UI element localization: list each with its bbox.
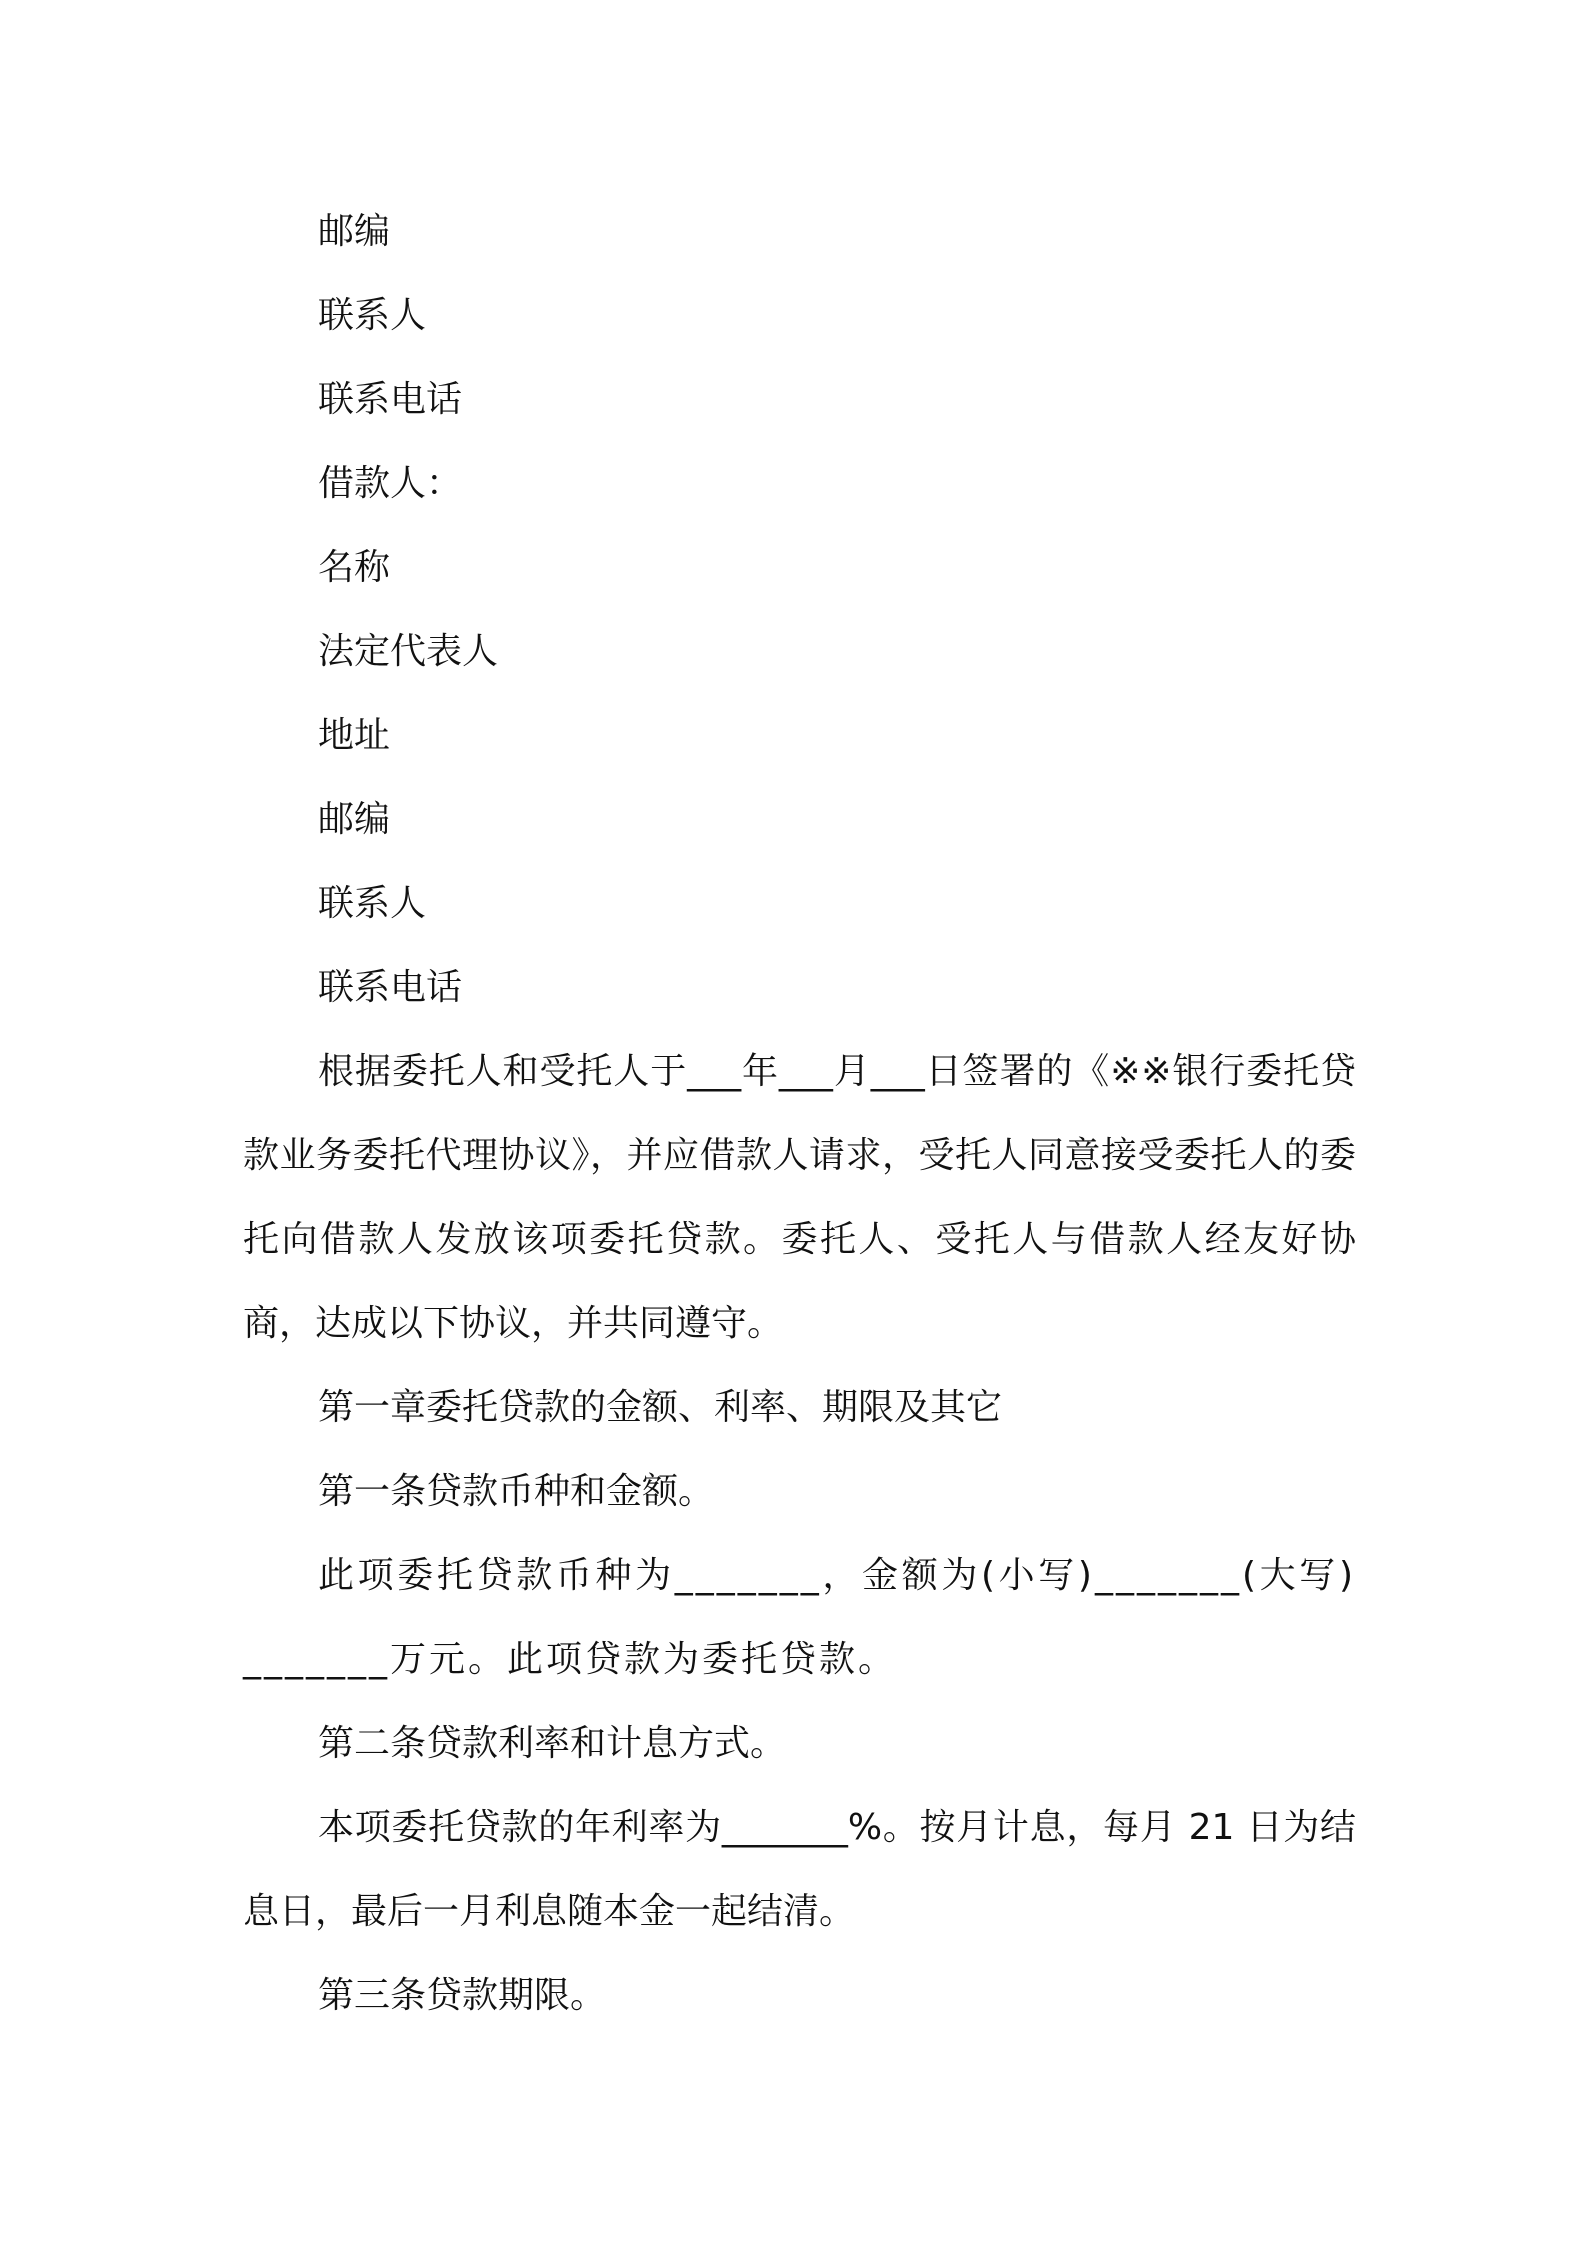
contact-phone-label: 联系电话 [318,967,463,1008]
article-two-title: 第二条贷款利率和计息方式。 [318,1723,787,1764]
contact-person-label: 联系人 [318,883,427,924]
name-label: 名称 [318,547,391,588]
preamble-paragraph: 根据委托人和受托人于___年___月___日签署的《※※银行委托贷款业务委托代理协议》，并应借款人请求，受托人同意接受委托人的委托向借款人发放该项委托贷款。委托人、受托人与借款人经友好协商，达成以下协议，并共同遵守。 [243,1051,1356,1344]
chapter-one-heading: 第一章委托贷款的金额、利率、期限及其它 [318,1387,1003,1428]
address-label: 地址 [318,715,391,756]
legal-representative-label: 法定代表人 [318,631,499,672]
article-three-title: 第三条贷款期限。 [318,1975,607,2016]
article-one-body: 此项委托贷款币种为_______，金额为(小写)_______(大写)_______万元。此项贷款为委托贷款。 [243,1555,1356,1680]
contact-person-label-prev: 联系人 [318,295,427,336]
document-page [243,190,1356,2038]
postcode-label: 邮编 [318,799,391,840]
article-one-title: 第一条贷款币种和金额。 [318,1471,715,1512]
borrower-postcode-label-prev: 邮编 [318,211,391,252]
article-two-body: 本项委托贷款的年利率为_______%。按月计息，每月 21 日为结息日，最后一月利息随本金一起结清。 [243,1807,1356,1932]
borrower-heading: 借款人： [318,463,463,504]
contact-phone-label-prev: 联系电话 [318,379,463,420]
